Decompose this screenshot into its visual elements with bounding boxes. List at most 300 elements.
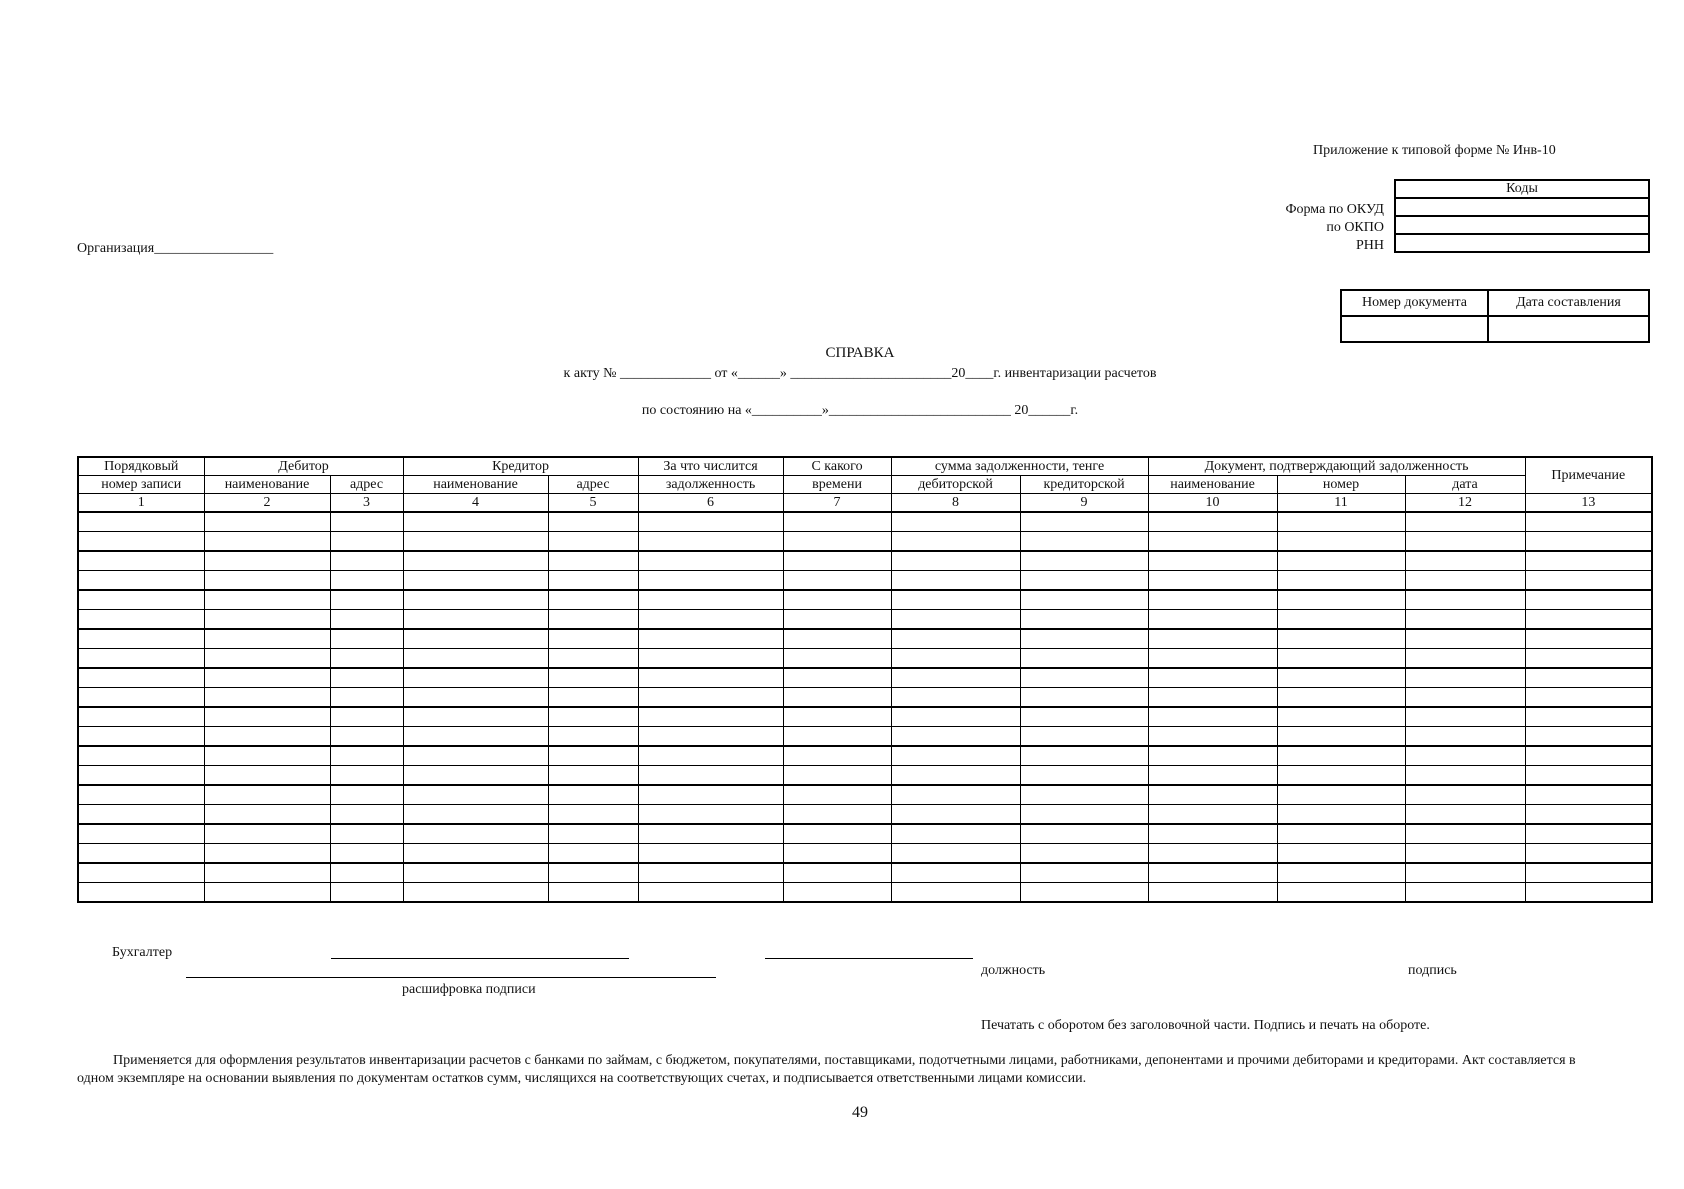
- col-document-header: Документ, подтверждающий задолженность: [1148, 457, 1525, 476]
- table-cell[interactable]: [1525, 805, 1652, 825]
- table-cell[interactable]: [78, 844, 204, 864]
- table-cell[interactable]: [78, 746, 204, 766]
- table-cell[interactable]: [548, 785, 638, 805]
- table-cell[interactable]: [1148, 668, 1277, 688]
- table-cell[interactable]: [548, 727, 638, 747]
- table-cell[interactable]: [78, 629, 204, 649]
- table-cell[interactable]: [403, 649, 548, 669]
- table-cell[interactable]: [548, 512, 638, 532]
- table-cell[interactable]: [1148, 571, 1277, 591]
- table-cell[interactable]: [1148, 610, 1277, 630]
- table-cell[interactable]: [638, 629, 783, 649]
- table-cell[interactable]: [783, 532, 891, 552]
- table-cell[interactable]: [1525, 844, 1652, 864]
- table-cell[interactable]: [548, 551, 638, 571]
- table-cell[interactable]: [548, 883, 638, 903]
- accountant-line-1[interactable]: [331, 958, 629, 959]
- table-cell[interactable]: [638, 727, 783, 747]
- table-cell[interactable]: [783, 805, 891, 825]
- table-cell[interactable]: [1405, 844, 1525, 864]
- table-cell[interactable]: [1277, 883, 1405, 903]
- table-cell[interactable]: [1277, 590, 1405, 610]
- table-cell[interactable]: [1405, 688, 1525, 708]
- table-cell[interactable]: [891, 844, 1020, 864]
- table-cell[interactable]: [891, 551, 1020, 571]
- col-number-7: 7: [783, 494, 891, 513]
- table-cell[interactable]: [638, 688, 783, 708]
- table-cell[interactable]: [204, 668, 330, 688]
- table-cell[interactable]: [1148, 727, 1277, 747]
- table-cell[interactable]: [1020, 629, 1148, 649]
- table-cell[interactable]: [1405, 590, 1525, 610]
- act-reference[interactable]: к акту № _____________ от «______» _______________________20____г. инвентаризации расчетов: [563, 366, 1157, 381]
- table-cell[interactable]: [891, 824, 1020, 844]
- table-cell[interactable]: [891, 649, 1020, 669]
- table-cell[interactable]: [783, 610, 891, 630]
- table-cell[interactable]: [548, 707, 638, 727]
- table-cell[interactable]: [330, 688, 403, 708]
- table-cell[interactable]: [891, 746, 1020, 766]
- table-cell[interactable]: [783, 785, 891, 805]
- table-cell[interactable]: [204, 766, 330, 786]
- table-cell[interactable]: [1405, 668, 1525, 688]
- table-cell[interactable]: [548, 610, 638, 630]
- table-cell[interactable]: [78, 863, 204, 883]
- table-cell[interactable]: [403, 785, 548, 805]
- table-cell[interactable]: [204, 629, 330, 649]
- table-cell[interactable]: [1148, 863, 1277, 883]
- table-cell[interactable]: [638, 805, 783, 825]
- table-cell[interactable]: [1525, 727, 1652, 747]
- table-cell[interactable]: [1148, 512, 1277, 532]
- table-cell[interactable]: [403, 844, 548, 864]
- table-cell[interactable]: [548, 668, 638, 688]
- table-cell[interactable]: [1148, 785, 1277, 805]
- table-cell[interactable]: [1405, 532, 1525, 552]
- col-debtor-name: наименование: [204, 476, 330, 494]
- table-cell[interactable]: [330, 883, 403, 903]
- accountant-line-2[interactable]: [765, 958, 973, 959]
- table-cell[interactable]: [783, 727, 891, 747]
- table-cell[interactable]: [1148, 688, 1277, 708]
- table-cell[interactable]: [403, 551, 548, 571]
- table-cell[interactable]: [1020, 668, 1148, 688]
- table-cell[interactable]: [1405, 649, 1525, 669]
- table-cell[interactable]: [1405, 727, 1525, 747]
- table-cell[interactable]: [403, 629, 548, 649]
- table-cell[interactable]: [1020, 746, 1148, 766]
- col-sum-credit: кредиторской: [1020, 476, 1148, 494]
- table-cell[interactable]: [1277, 512, 1405, 532]
- table-cell[interactable]: [1405, 629, 1525, 649]
- rnn-label: РНН: [1355, 238, 1384, 253]
- table-cell[interactable]: [891, 512, 1020, 532]
- col-for-what-header: За что числится: [638, 457, 783, 476]
- table-cell[interactable]: [1277, 532, 1405, 552]
- table-cell[interactable]: [403, 727, 548, 747]
- table-cell[interactable]: [1020, 727, 1148, 747]
- table-cell[interactable]: [548, 590, 638, 610]
- document-number-field[interactable]: [1341, 316, 1488, 342]
- table-cell[interactable]: [204, 844, 330, 864]
- table-cell[interactable]: [204, 610, 330, 630]
- table-cell[interactable]: [638, 844, 783, 864]
- table-cell[interactable]: [1277, 649, 1405, 669]
- table-cell[interactable]: [204, 746, 330, 766]
- table-cell[interactable]: [548, 805, 638, 825]
- table-cell[interactable]: [1020, 766, 1148, 786]
- table-cell[interactable]: [330, 532, 403, 552]
- table-cell[interactable]: [204, 590, 330, 610]
- table-cell[interactable]: [1525, 824, 1652, 844]
- okpo-field[interactable]: [1395, 216, 1649, 234]
- table-cell[interactable]: [1020, 512, 1148, 532]
- table-cell[interactable]: [1020, 551, 1148, 571]
- table-cell[interactable]: [78, 727, 204, 747]
- table-cell[interactable]: [1405, 805, 1525, 825]
- table-cell[interactable]: [78, 610, 204, 630]
- okud-field[interactable]: [1395, 198, 1649, 216]
- table-cell[interactable]: [330, 668, 403, 688]
- table-cell[interactable]: [783, 707, 891, 727]
- table-cell[interactable]: [1277, 746, 1405, 766]
- table-cell[interactable]: [891, 571, 1020, 591]
- table-cell[interactable]: [1405, 707, 1525, 727]
- table-cell[interactable]: [783, 590, 891, 610]
- table-cell[interactable]: [330, 590, 403, 610]
- table-cell[interactable]: [78, 824, 204, 844]
- signature-label: подпись: [1408, 963, 1457, 978]
- table-cell[interactable]: [1277, 688, 1405, 708]
- table-row: [78, 532, 1652, 552]
- table-cell[interactable]: [1277, 551, 1405, 571]
- table-row: [78, 727, 1652, 747]
- table-cell[interactable]: [1525, 688, 1652, 708]
- table-cell[interactable]: [1525, 512, 1652, 532]
- table-cell[interactable]: [891, 688, 1020, 708]
- table-cell[interactable]: [330, 610, 403, 630]
- table-cell[interactable]: [403, 883, 548, 903]
- table-cell[interactable]: [548, 824, 638, 844]
- table-cell[interactable]: [204, 571, 330, 591]
- table-cell[interactable]: [891, 532, 1020, 552]
- table-cell[interactable]: [783, 883, 891, 903]
- okpo-label: по ОКПО: [1326, 220, 1384, 235]
- table-cell[interactable]: [783, 571, 891, 591]
- table-cell[interactable]: [891, 610, 1020, 630]
- table-cell[interactable]: [1405, 824, 1525, 844]
- table-cell[interactable]: [403, 512, 548, 532]
- table-cell[interactable]: [403, 766, 548, 786]
- table-cell[interactable]: [1148, 883, 1277, 903]
- table-cell[interactable]: [1277, 766, 1405, 786]
- table-cell[interactable]: [330, 571, 403, 591]
- table-cell[interactable]: [78, 668, 204, 688]
- table-cell[interactable]: [638, 551, 783, 571]
- table-cell[interactable]: [638, 571, 783, 591]
- table-cell[interactable]: [330, 707, 403, 727]
- table-cell[interactable]: [1405, 610, 1525, 630]
- table-cell[interactable]: [891, 590, 1020, 610]
- table-cell[interactable]: [1148, 532, 1277, 552]
- table-cell[interactable]: [403, 707, 548, 727]
- table-cell[interactable]: [330, 863, 403, 883]
- table-cell[interactable]: [783, 844, 891, 864]
- table-cell[interactable]: [330, 785, 403, 805]
- table-cell[interactable]: [638, 590, 783, 610]
- table-cell[interactable]: [1020, 571, 1148, 591]
- table-cell[interactable]: [548, 746, 638, 766]
- table-row: [78, 785, 1652, 805]
- col-note-header: Примечание: [1525, 457, 1652, 494]
- table-cell[interactable]: [330, 824, 403, 844]
- table-cell[interactable]: [403, 746, 548, 766]
- table-cell[interactable]: [330, 746, 403, 766]
- table-cell[interactable]: [638, 668, 783, 688]
- table-cell[interactable]: [891, 668, 1020, 688]
- table-cell[interactable]: [638, 883, 783, 903]
- col-doc-date: дата: [1405, 476, 1525, 494]
- table-cell[interactable]: [403, 532, 548, 552]
- table-cell[interactable]: [204, 512, 330, 532]
- table-cell[interactable]: [1148, 844, 1277, 864]
- table-cell[interactable]: [1525, 571, 1652, 591]
- table-cell[interactable]: [638, 746, 783, 766]
- codes-labels: [1262, 201, 1384, 255]
- table-cell[interactable]: [783, 688, 891, 708]
- table-cell[interactable]: [330, 629, 403, 649]
- table-cell[interactable]: [204, 824, 330, 844]
- table-cell[interactable]: [1277, 629, 1405, 649]
- table-cell[interactable]: [1020, 707, 1148, 727]
- table-cell[interactable]: [1020, 610, 1148, 630]
- table-cell[interactable]: [78, 512, 204, 532]
- as-of-date[interactable]: по состоянию на «__________»__________________________ 20______г.: [641, 403, 1079, 418]
- table-cell[interactable]: [78, 590, 204, 610]
- table-cell[interactable]: [1148, 824, 1277, 844]
- col-number-10: 10: [1148, 494, 1277, 513]
- table-cell[interactable]: [638, 532, 783, 552]
- table-cell[interactable]: [783, 551, 891, 571]
- table-cell[interactable]: [330, 512, 403, 532]
- table-cell[interactable]: [78, 785, 204, 805]
- table-cell[interactable]: [548, 766, 638, 786]
- table-cell[interactable]: [783, 629, 891, 649]
- table-cell[interactable]: [1277, 844, 1405, 864]
- table-cell[interactable]: [1148, 766, 1277, 786]
- col-for-what-header-2: задолженность: [638, 476, 783, 494]
- table-cell[interactable]: [783, 766, 891, 786]
- table-cell[interactable]: [548, 532, 638, 552]
- table-cell[interactable]: [548, 863, 638, 883]
- table-cell[interactable]: [548, 629, 638, 649]
- table-cell[interactable]: [891, 727, 1020, 747]
- table-cell[interactable]: [783, 863, 891, 883]
- table-cell[interactable]: [1148, 590, 1277, 610]
- table-cell[interactable]: [330, 805, 403, 825]
- table-cell[interactable]: [403, 824, 548, 844]
- table-cell[interactable]: [403, 610, 548, 630]
- table-body: [78, 512, 1652, 902]
- table-cell[interactable]: [1148, 629, 1277, 649]
- table-cell[interactable]: [638, 863, 783, 883]
- table-cell[interactable]: [1525, 785, 1652, 805]
- table-cell[interactable]: [1525, 668, 1652, 688]
- table-cell[interactable]: [330, 551, 403, 571]
- table-cell[interactable]: [638, 766, 783, 786]
- table-cell[interactable]: [1525, 707, 1652, 727]
- table-cell[interactable]: [1020, 805, 1148, 825]
- table-row: [78, 707, 1652, 727]
- table-cell[interactable]: [1277, 668, 1405, 688]
- table-cell[interactable]: [891, 863, 1020, 883]
- table-cell[interactable]: [638, 649, 783, 669]
- table-cell[interactable]: [1020, 532, 1148, 552]
- organization-field[interactable]: Организация_________________: [77, 241, 274, 256]
- table-cell[interactable]: [1525, 649, 1652, 669]
- col-number-11: 11: [1277, 494, 1405, 513]
- col-debtor-header: Дебитор: [204, 457, 403, 476]
- table-cell[interactable]: [1277, 805, 1405, 825]
- table-cell[interactable]: [1020, 590, 1148, 610]
- table-cell[interactable]: [1405, 551, 1525, 571]
- table-cell[interactable]: [1020, 844, 1148, 864]
- table-cell[interactable]: [891, 766, 1020, 786]
- table-cell[interactable]: [1525, 863, 1652, 883]
- table-cell[interactable]: [1405, 766, 1525, 786]
- table-cell[interactable]: [78, 532, 204, 552]
- col-creditor-name: наименование: [403, 476, 548, 494]
- table-cell[interactable]: [1405, 571, 1525, 591]
- table-cell[interactable]: [1525, 551, 1652, 571]
- table-cell[interactable]: [78, 805, 204, 825]
- table-cell[interactable]: [1148, 551, 1277, 571]
- table-cell[interactable]: [78, 571, 204, 591]
- table-cell[interactable]: [1277, 727, 1405, 747]
- table-cell[interactable]: [204, 688, 330, 708]
- table-cell[interactable]: [1148, 805, 1277, 825]
- table-cell[interactable]: [204, 883, 330, 903]
- table-cell[interactable]: [548, 649, 638, 669]
- table-cell[interactable]: [403, 688, 548, 708]
- table-cell[interactable]: [78, 707, 204, 727]
- table-cell[interactable]: [891, 629, 1020, 649]
- table-cell[interactable]: [330, 766, 403, 786]
- table-cell[interactable]: [1405, 746, 1525, 766]
- table-cell[interactable]: [1020, 649, 1148, 669]
- table-cell[interactable]: [403, 805, 548, 825]
- table-row: [78, 629, 1652, 649]
- table-cell[interactable]: [1525, 746, 1652, 766]
- rnn-field[interactable]: [1395, 234, 1649, 252]
- table-row: [78, 512, 1652, 532]
- table-cell[interactable]: [1525, 590, 1652, 610]
- table-row: [78, 863, 1652, 883]
- table-cell[interactable]: [403, 863, 548, 883]
- table-cell[interactable]: [1020, 883, 1148, 903]
- table-cell[interactable]: [1525, 532, 1652, 552]
- table-cell[interactable]: [330, 649, 403, 669]
- table-cell[interactable]: [1405, 785, 1525, 805]
- col-number-4: 4: [403, 494, 548, 513]
- table-cell[interactable]: [638, 824, 783, 844]
- table-cell[interactable]: [783, 824, 891, 844]
- table-cell[interactable]: [330, 727, 403, 747]
- table-cell[interactable]: [204, 532, 330, 552]
- table-cell[interactable]: [783, 512, 891, 532]
- table-cell[interactable]: [638, 512, 783, 532]
- decode-line[interactable]: [186, 977, 716, 978]
- table-cell[interactable]: [1277, 571, 1405, 591]
- table-cell[interactable]: [403, 668, 548, 688]
- table-cell[interactable]: [783, 668, 891, 688]
- table-cell[interactable]: [204, 707, 330, 727]
- table-row: [78, 610, 1652, 630]
- table-cell[interactable]: [891, 785, 1020, 805]
- table-cell[interactable]: [78, 766, 204, 786]
- table-cell[interactable]: [1020, 785, 1148, 805]
- table-cell[interactable]: [1277, 785, 1405, 805]
- table-cell[interactable]: [78, 688, 204, 708]
- table-cell[interactable]: [1148, 707, 1277, 727]
- table-cell[interactable]: [638, 785, 783, 805]
- table-cell[interactable]: [638, 610, 783, 630]
- table-cell[interactable]: [1148, 746, 1277, 766]
- table-cell[interactable]: [1405, 512, 1525, 532]
- table-cell[interactable]: [783, 746, 891, 766]
- page-title: СПРАВКА: [825, 345, 895, 361]
- table-cell[interactable]: [78, 883, 204, 903]
- table-cell[interactable]: [1020, 863, 1148, 883]
- table-cell[interactable]: [891, 805, 1020, 825]
- table-cell[interactable]: [1277, 707, 1405, 727]
- table-cell[interactable]: [204, 863, 330, 883]
- table-cell[interactable]: [548, 571, 638, 591]
- table-cell[interactable]: [1525, 766, 1652, 786]
- table-cell[interactable]: [1525, 883, 1652, 903]
- table-cell[interactable]: [548, 688, 638, 708]
- table-cell[interactable]: [204, 649, 330, 669]
- table-cell[interactable]: [204, 785, 330, 805]
- table-cell[interactable]: [1525, 610, 1652, 630]
- col-number-1: 1: [78, 494, 204, 513]
- table-cell[interactable]: [1148, 649, 1277, 669]
- document-date-field[interactable]: [1488, 316, 1649, 342]
- table-cell[interactable]: [330, 844, 403, 864]
- table-cell[interactable]: [78, 551, 204, 571]
- table-cell[interactable]: [1277, 824, 1405, 844]
- table-cell[interactable]: [1020, 824, 1148, 844]
- table-cell[interactable]: [1405, 883, 1525, 903]
- table-cell[interactable]: [1277, 610, 1405, 630]
- table-cell[interactable]: [1277, 863, 1405, 883]
- table-cell[interactable]: [403, 590, 548, 610]
- table-cell[interactable]: [638, 707, 783, 727]
- codes-box: [1394, 179, 1650, 253]
- table-cell[interactable]: [783, 649, 891, 669]
- table-cell[interactable]: [1020, 688, 1148, 708]
- table-cell[interactable]: [204, 551, 330, 571]
- table-cell[interactable]: [1405, 863, 1525, 883]
- table-cell[interactable]: [403, 571, 548, 591]
- table-cell[interactable]: [891, 883, 1020, 903]
- table-cell[interactable]: [891, 707, 1020, 727]
- table-cell[interactable]: [78, 649, 204, 669]
- table-cell[interactable]: [548, 844, 638, 864]
- table-cell[interactable]: [1525, 629, 1652, 649]
- table-cell[interactable]: [204, 805, 330, 825]
- table-cell[interactable]: [204, 727, 330, 747]
